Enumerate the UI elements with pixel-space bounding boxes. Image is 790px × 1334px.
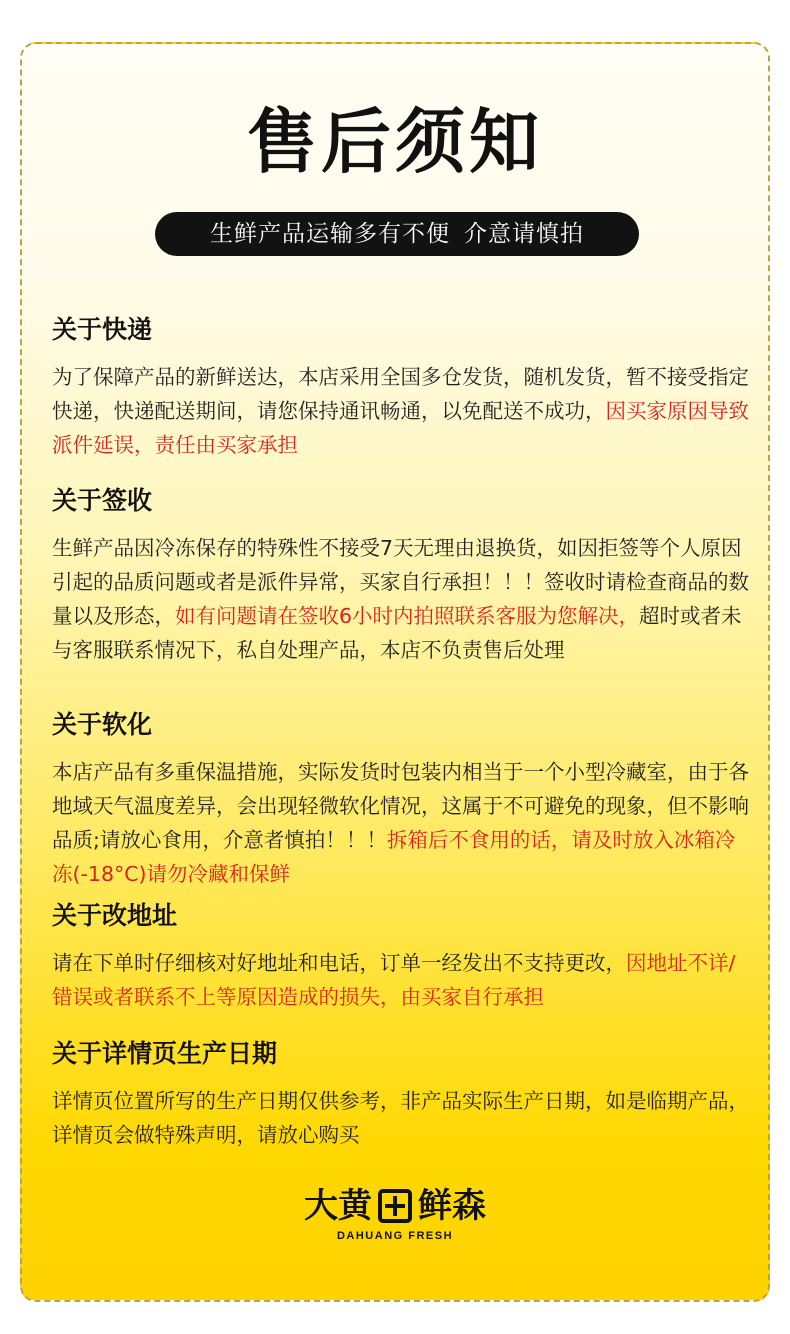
section-highlight: 因买家原因导致派件延误，责任由买家承担 — [52, 399, 749, 457]
section-body — [52, 531, 752, 667]
section-body — [52, 360, 752, 462]
section-text: 为了保障产品的新鲜送达，本店采用全国多仓发货，随机发货，暂不接受指定快递，快递配送期间，请您保持通讯畅通，以免配送不成功， — [52, 365, 749, 423]
section-signing — [52, 485, 752, 667]
section-address — [52, 900, 752, 1014]
section-text-after: 超时或者未与客服联系情况下，私自处理产品，本店不负责售后处理 — [52, 604, 742, 662]
subtitle-right: 介意请慎拍 — [464, 221, 584, 247]
grid-square-icon — [378, 1189, 412, 1223]
section-highlight: 如有问题请在签收6小时内拍照联系客服为您解决， — [175, 604, 640, 628]
brand-subtitle: DAHUANG FRESH — [336, 1230, 454, 1242]
section-text: 生鲜产品因冷冻保存的特殊性不接受7天无理由退换货，如因拒签等个人原因引起的品质问题或者是派件异常，买家自行承担！！！签收时请检查商品的数量以及形态， — [52, 536, 749, 628]
subtitle-banner — [155, 212, 639, 256]
brand-name-right: 鲜森 — [418, 1186, 486, 1226]
section-title: 关于详情页生产日期 — [52, 1039, 278, 1068]
section-title: 关于软化 — [52, 710, 153, 739]
section-softening — [52, 709, 752, 891]
section-body — [52, 946, 752, 1014]
section-text: 详情页位置所写的生产日期仅供参考，非产品实际生产日期，如是临期产品，详情页会做特殊声明，请放心购买 — [52, 1089, 749, 1147]
section-text: 请在下单时仔细核对好地址和电话，订单一经发出不支持更改， — [52, 951, 626, 975]
section-title: 关于改地址 — [52, 901, 178, 930]
notice-card — [20, 42, 770, 1302]
section-body — [52, 1084, 752, 1152]
section-body — [52, 755, 752, 891]
brand-name — [304, 1186, 486, 1226]
section-highlight: 拆箱后不食用的话，请及时放入冰箱冷冻(-18°C)请勿冷藏和保鲜 — [52, 828, 736, 886]
section-highlight: 因地址不详/错误或者联系不上等原因造成的损失，由买家自行承担 — [52, 951, 736, 1009]
section-title: 关于快递 — [52, 315, 153, 344]
section-title: 关于签收 — [52, 486, 153, 515]
brand-logo — [22, 1186, 768, 1242]
section-delivery — [52, 314, 752, 462]
brand-name-left: 大黄 — [304, 1186, 372, 1226]
subtitle-left: 生鲜产品运输多有不便 — [210, 221, 450, 247]
section-production-date — [52, 1038, 752, 1152]
section-text: 本店产品有多重保温措施，实际发货时包装内相当于一个小型冷藏室，由于各地域天气温度差异，会出现轻微软化情况，这属于不可避免的现象，但不影响品质;请放心食用，介意者慎拍！！！ — [52, 760, 749, 852]
page-title: 售后须知 — [247, 101, 543, 183]
